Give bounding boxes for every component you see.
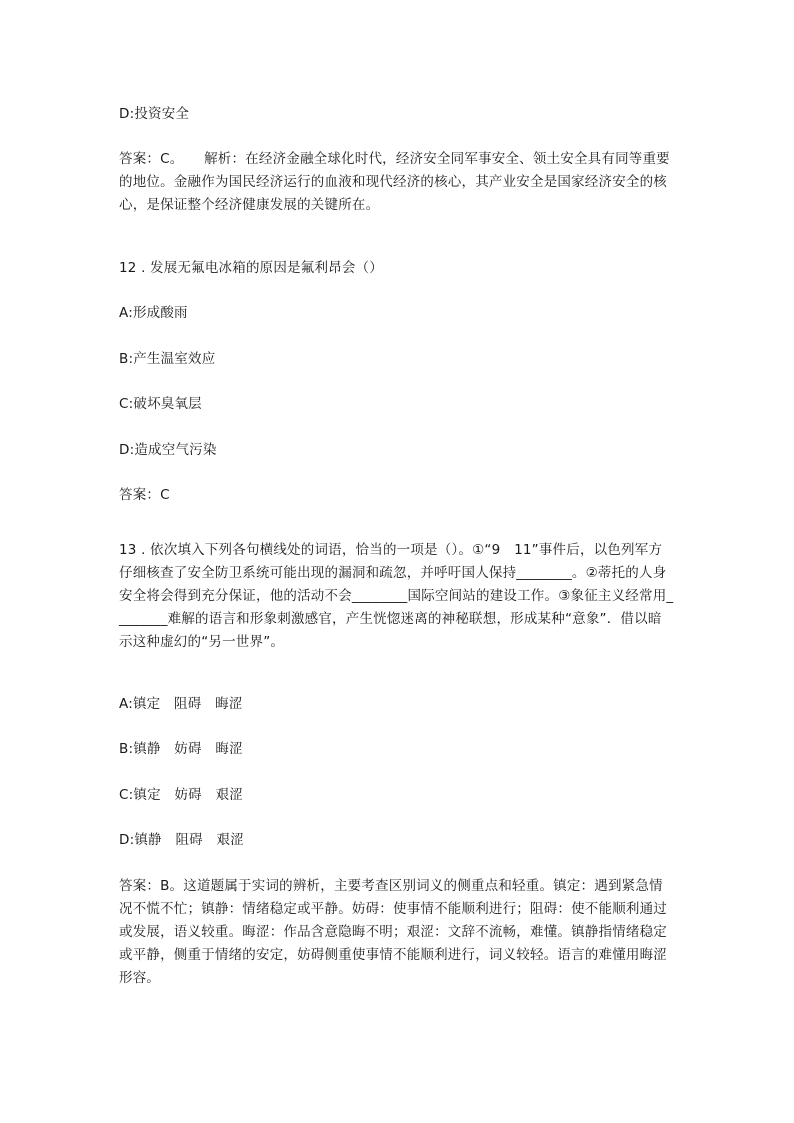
prev-option-d: D:投资安全 [119,106,190,122]
q12-option-a: A:形成酸雨 [119,305,188,321]
q13-option-a: A:镇定 阻碍 晦涩 [119,696,243,712]
q13-stem: 13 . 依次填入下列各句横线处的词语，恰当的一项是（）。①“9 11”事件后，以色列军方仔细核查了安全防卫系统可能出现的漏洞和疏忽，并呼吁国人保持________。②蒂托的人身安全将会得到充分保证，他的活动不会________国际空间站的建设工作。③象征主义经常用________难解的语言和形象刺激感官，产生恍惚迷离的神秘联想，形成某种“意象”．借以暗示这种虚幻的“另一世界”。 [119,542,674,650]
q12-option-d: D:造成空气污染 [119,442,217,458]
q13-option-d: D:镇静 阻碍 艰涩 [119,832,244,848]
prev-answer-explanation: 答案：C。 解析：在经济金融全球化时代，经济安全同军事安全、领土安全具有同等重要的地位。金融作为国民经济运行的血液和现代经济的核心，其产业安全是国家经济安全的核心，是保证整个经济健康发展的关键所在。 [119,151,670,213]
q12-answer: 答案：C [119,487,170,503]
q12-option-b: B:产生温室效应 [119,351,216,367]
q12-stem: 12 . 发展无氟电冰箱的原因是氟利昂会（） [119,260,383,276]
q13-option-c: C:镇定 妨碍 艰涩 [119,787,243,803]
q13-option-b: B:镇静 妨碍 晦涩 [119,741,243,757]
q13-answer-explanation: 答案：B。这道题属于实词的辨析，主要考查区别词义的侧重点和轻重。镇定：遇到紧急情况不慌不忙；镇静：情绪稳定或平静。妨碍：使事情不能顺利进行；阻碍：使不能顺利通过或发展，语义较重。晦涩：作品含意隐晦不明；艰涩：文辞不流畅，难懂。镇静指情绪稳定或平静，侧重于情绪的安定，妨碍侧重使事情不能顺利进行，词义较轻。语言的难懂用晦涩形容。 [119,878,667,986]
q12-option-c: C:破坏臭氧层 [119,396,202,412]
